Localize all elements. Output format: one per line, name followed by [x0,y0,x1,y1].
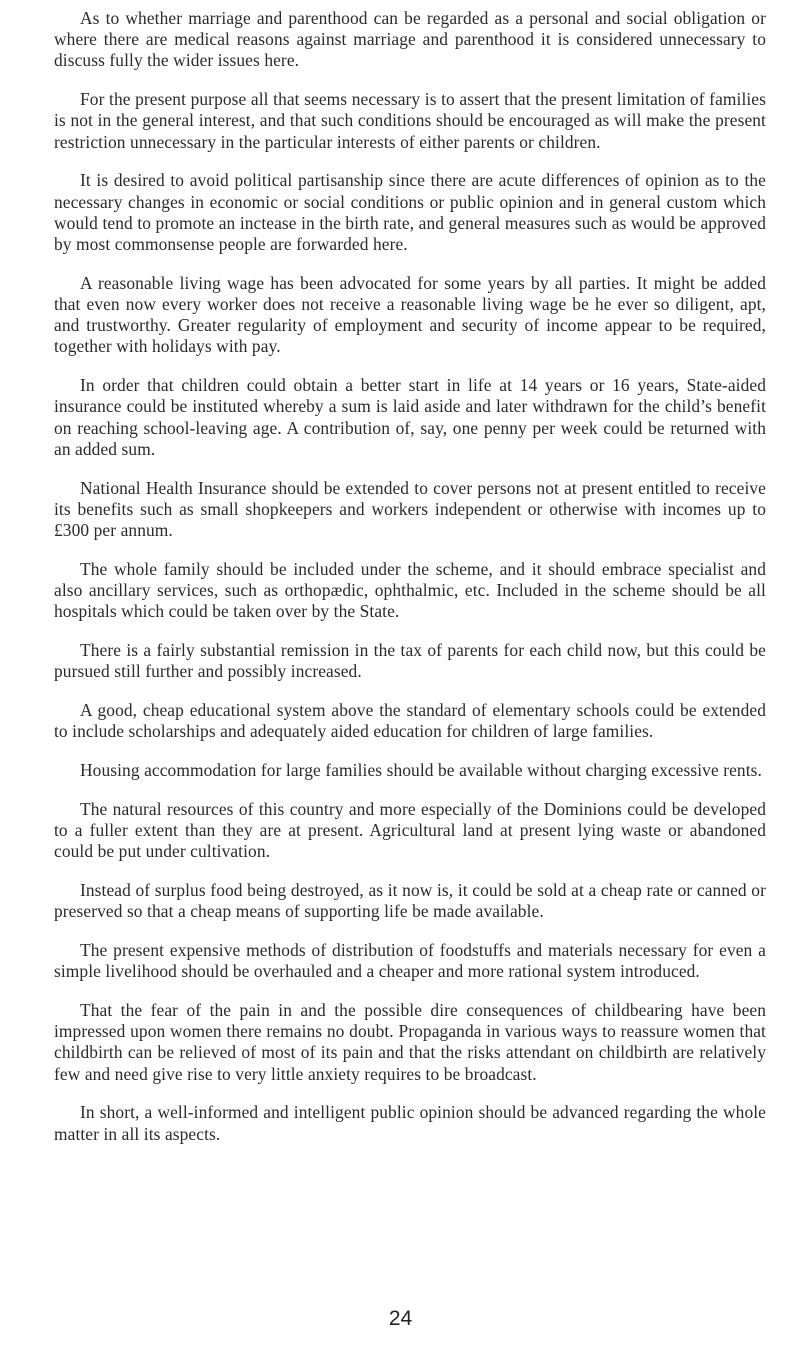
paragraph-present-purpose: For the present purpose all that seems necessary is to assert that the present limitation of families is not in the general interest, and that such conditions should be encouraged as will make the present restriction unnecessary in the particular interests of either parents or children. [54,89,766,152]
paragraph-tax-remission: There is a fairly substantial remission in the tax of parents for each child now, but this could be pursued still further and possibly increased. [54,640,766,682]
paragraph-natural-resources: The natural resources of this country and more especially of the Dominions could be developed to a fuller extent than they are at present. Agricultural land at present lying waste or abandoned could be put under cultivation. [54,798,766,862]
paragraph-national-health-insurance: National Health Insurance should be extended to cover persons not at present entitled to receive its benefits such as small shopkeepers and workers independent or otherwise with incomes up to £300 per annum. [54,477,766,541]
paragraph-surplus-food: Instead of surplus food being destroyed, as it now is, it could be sold at a cheap rate or canned or preserved so that a cheap means of supporting life be made available. [54,880,766,922]
paragraph-childbearing-fear: That the fear of the pain in and the possible dire consequences of childbearing have been impressed upon women there remains no doubt. Propaganda in various ways to reassure women that childbirth can be relieved of most of its pain and that the risks attendant on childbirth are relatively few and need give rise to very little anxiety requires to be broadcast. [54,1000,766,1084]
paragraph-housing: Housing accommodation for large families should be available without charging excessive rents. [80,760,762,781]
paragraph-living-wage: A reasonable living wage has been advocated for some years by all parties. It might be added that even now every worker does not receive a reasonable living wage be he ever so diligent, apt, and trustworthy. Greater regularity of employment and security of income appear to be required, together with holidays with pay. [54,272,766,357]
paragraph-public-opinion: In short, a well-informed and intelligent public opinion should be advanced regarding the whole matter in all its aspects. [54,1102,766,1144]
paragraph-whole-family: The whole family should be included under the scheme, and it should embrace specialist and also ancillary services, such as orthopædic, ophthalmic, etc. Included in the scheme should be all hospitals which could be taken over by the State. [54,558,766,622]
document-body [54,8,766,1162]
paragraph-educational-system: A good, cheap educational system above the standard of elementary schools could be extended to include scholarships and adequately aided education for children of large families. [54,700,766,742]
page-number: 24 [388,1307,413,1330]
paragraph-state-aided-insurance: In order that children could obtain a better start in life at 14 years or 16 years, State-aided insurance could be instituted whereby a sum is laid aside and later withdrawn for the child’s benefit on reaching school-leaving age. A contribution of, say, one penny per week could be returned with an added sum. [54,375,766,459]
paragraph-distribution: The present expensive methods of distribution of foodstuffs and materials necessary for even a simple livelihood should be overhauled and a cheaper and more rational system introduced. [54,940,766,982]
paragraph-marriage-obligation: As to whether marriage and parenthood can be regarded as a personal and social obligation or where there are medical reasons against marriage and parenthood it is considered unnecessary to discuss fully the wider issues here. [54,8,766,71]
paragraph-political-partisanship: It is desired to avoid political partisanship since there are acute differences of opinion as to the necessary changes in economic or social conditions or public opinion and in general custom which would tend to promote an inctease in the birth rate, and general measures such as would be approved by most commonsense people are forwarded here. [54,170,766,255]
